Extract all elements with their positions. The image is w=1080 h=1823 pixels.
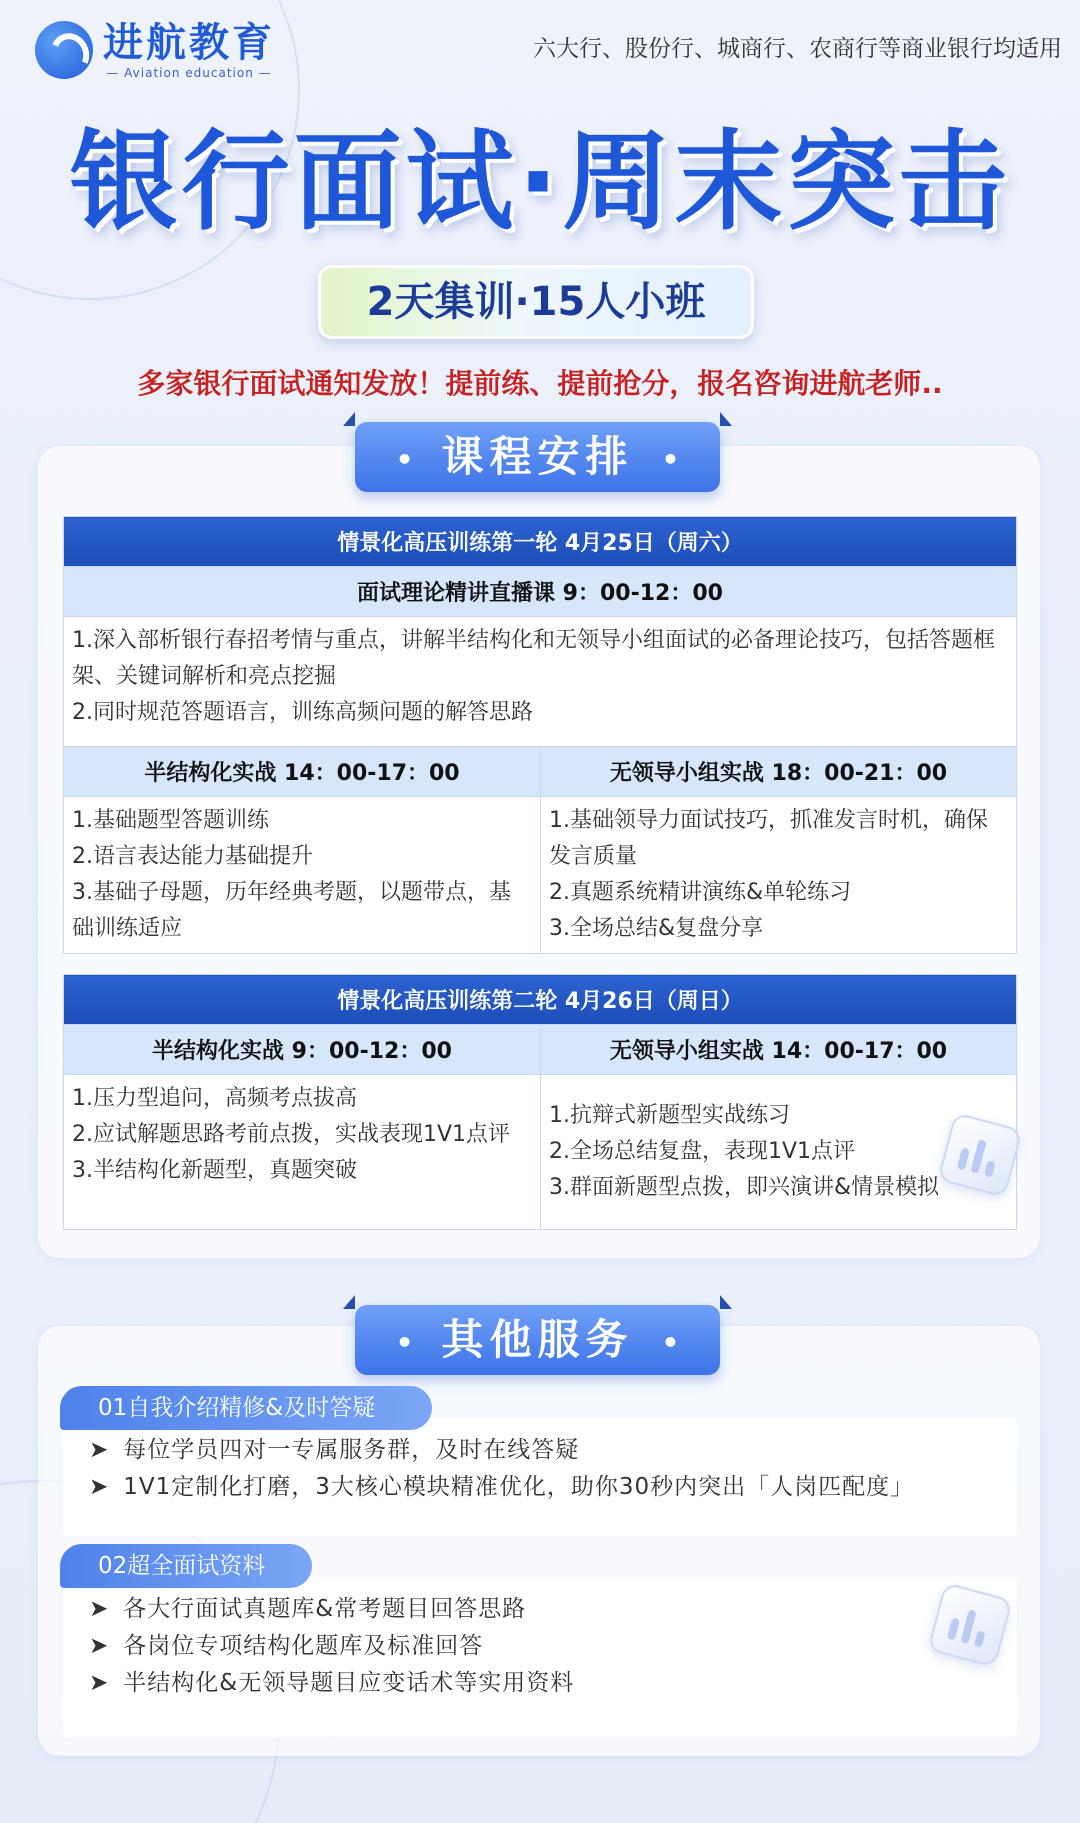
logo-icon	[35, 21, 93, 79]
tagline: 六大行、股份行、城商行、农商行等商业银行均适用	[533, 36, 1062, 62]
list-item: 1.深入部析银行春招考情与重点，讲解半结构化和无领导小组面试的必备理论技巧，包括答题框架、关键词解析和亮点挖掘	[72, 628, 995, 689]
list-item: 1.抗辩式新题型实战练习	[549, 1103, 790, 1128]
brand-name-en: — Aviation education —	[106, 66, 272, 80]
list-item: 1.基础题型答题训练	[72, 808, 269, 833]
arrow-icon: ➤	[89, 1437, 110, 1463]
round1-right-body	[541, 797, 1017, 954]
arrow-icon: ➤	[89, 1633, 110, 1659]
round2-table	[63, 974, 1017, 1230]
bullet-dot: •	[395, 1325, 414, 1359]
bullet-dot: •	[395, 442, 414, 476]
service-box-1	[63, 1418, 1017, 1536]
service-line: 各大行面试真题库&常考题目回答思路	[123, 1596, 527, 1622]
round1-left-body	[64, 797, 541, 954]
page-title: 银行面试·周末突击	[69, 120, 1011, 245]
schedule-heading	[355, 422, 720, 492]
service-line: 各岗位专项结构化题库及标准回答	[123, 1633, 484, 1659]
header	[0, 0, 1080, 100]
round2-right-title: 无领导小组实战 14：00-17：00	[541, 1025, 1017, 1075]
list-item: 3.群面新题型点拨，即兴演讲&情景模拟	[549, 1175, 940, 1200]
round1-header: 情景化高压训练第一轮 4月25日（周六）	[64, 517, 1017, 567]
round1-session-body	[64, 617, 1017, 747]
list-item	[89, 1469, 991, 1506]
round2-header: 情景化高压训练第二轮 4月26日（周日）	[64, 975, 1017, 1025]
service-box-2	[63, 1577, 1017, 1737]
schedule-heading-text: 课程安排	[441, 432, 634, 481]
service-line: 1V1定制化打磨，3大核心模块精准优化，助你30秒内突出「人岗匹配度」	[123, 1474, 915, 1500]
bullet-dot: •	[661, 1325, 680, 1359]
list-item: 3.半结构化新题型，真题突破	[72, 1158, 357, 1183]
list-item	[89, 1665, 991, 1702]
list-item: 1.基础领导力面试技巧，抓准发言时机，确保发言质量	[549, 808, 988, 869]
bullet-dot: •	[661, 442, 680, 476]
service-line: 每位学员四对一专属服务群，及时在线答疑	[123, 1437, 580, 1463]
list-item: 3.全场总结&复盘分享	[549, 916, 764, 941]
arrow-icon: ➤	[89, 1670, 110, 1696]
services-heading	[355, 1305, 720, 1375]
round1-left-title: 半结构化实战 14：00-17：00	[64, 747, 541, 797]
list-item: 2.全场总结复盘，表现1V1点评	[549, 1139, 856, 1164]
list-item	[89, 1432, 991, 1469]
list-item	[89, 1628, 991, 1665]
list-item: 2.真题系统精讲演练&单轮练习	[549, 880, 852, 905]
subtitle-badge: 2天集训·15人小班	[318, 265, 754, 339]
notice-text: 多家银行面试通知发放！提前练、提前抢分，报名咨询进航老师..	[137, 367, 943, 400]
round2-left-body	[64, 1075, 541, 1230]
list-item: 2.同时规范答题语言，训练高频问题的解答思路	[72, 700, 533, 725]
services-heading-text: 其他服务	[441, 1315, 634, 1364]
arrow-icon: ➤	[89, 1596, 110, 1622]
round1-table	[63, 516, 1017, 954]
brand-logo[interactable]	[35, 20, 275, 80]
arrow-icon: ➤	[89, 1474, 110, 1500]
round1-right-title: 无领导小组实战 18：00-21：00	[541, 747, 1017, 797]
service-label-2: 02超全面试资料	[60, 1544, 312, 1588]
brand-name: 进航教育	[103, 20, 275, 66]
round1-session-title: 面试理论精讲直播课 9：00-12：00	[64, 567, 1017, 617]
list-item: 2.应试解题思路考前点拨，实战表现1V1点评	[72, 1122, 511, 1147]
list-item	[89, 1591, 991, 1628]
list-item: 2.语言表达能力基础提升	[72, 844, 313, 869]
service-label-1: 01自我介绍精修&及时答疑	[60, 1386, 432, 1430]
round2-left-title: 半结构化实战 9：00-12：00	[64, 1025, 541, 1075]
service-line: 半结构化&无领导题目应变话术等实用资料	[123, 1670, 575, 1696]
list-item: 3.基础子母题，历年经典考题，以题带点，基础训练适应	[72, 880, 511, 941]
list-item: 1.压力型追问，高频考点拔高	[72, 1086, 357, 1111]
